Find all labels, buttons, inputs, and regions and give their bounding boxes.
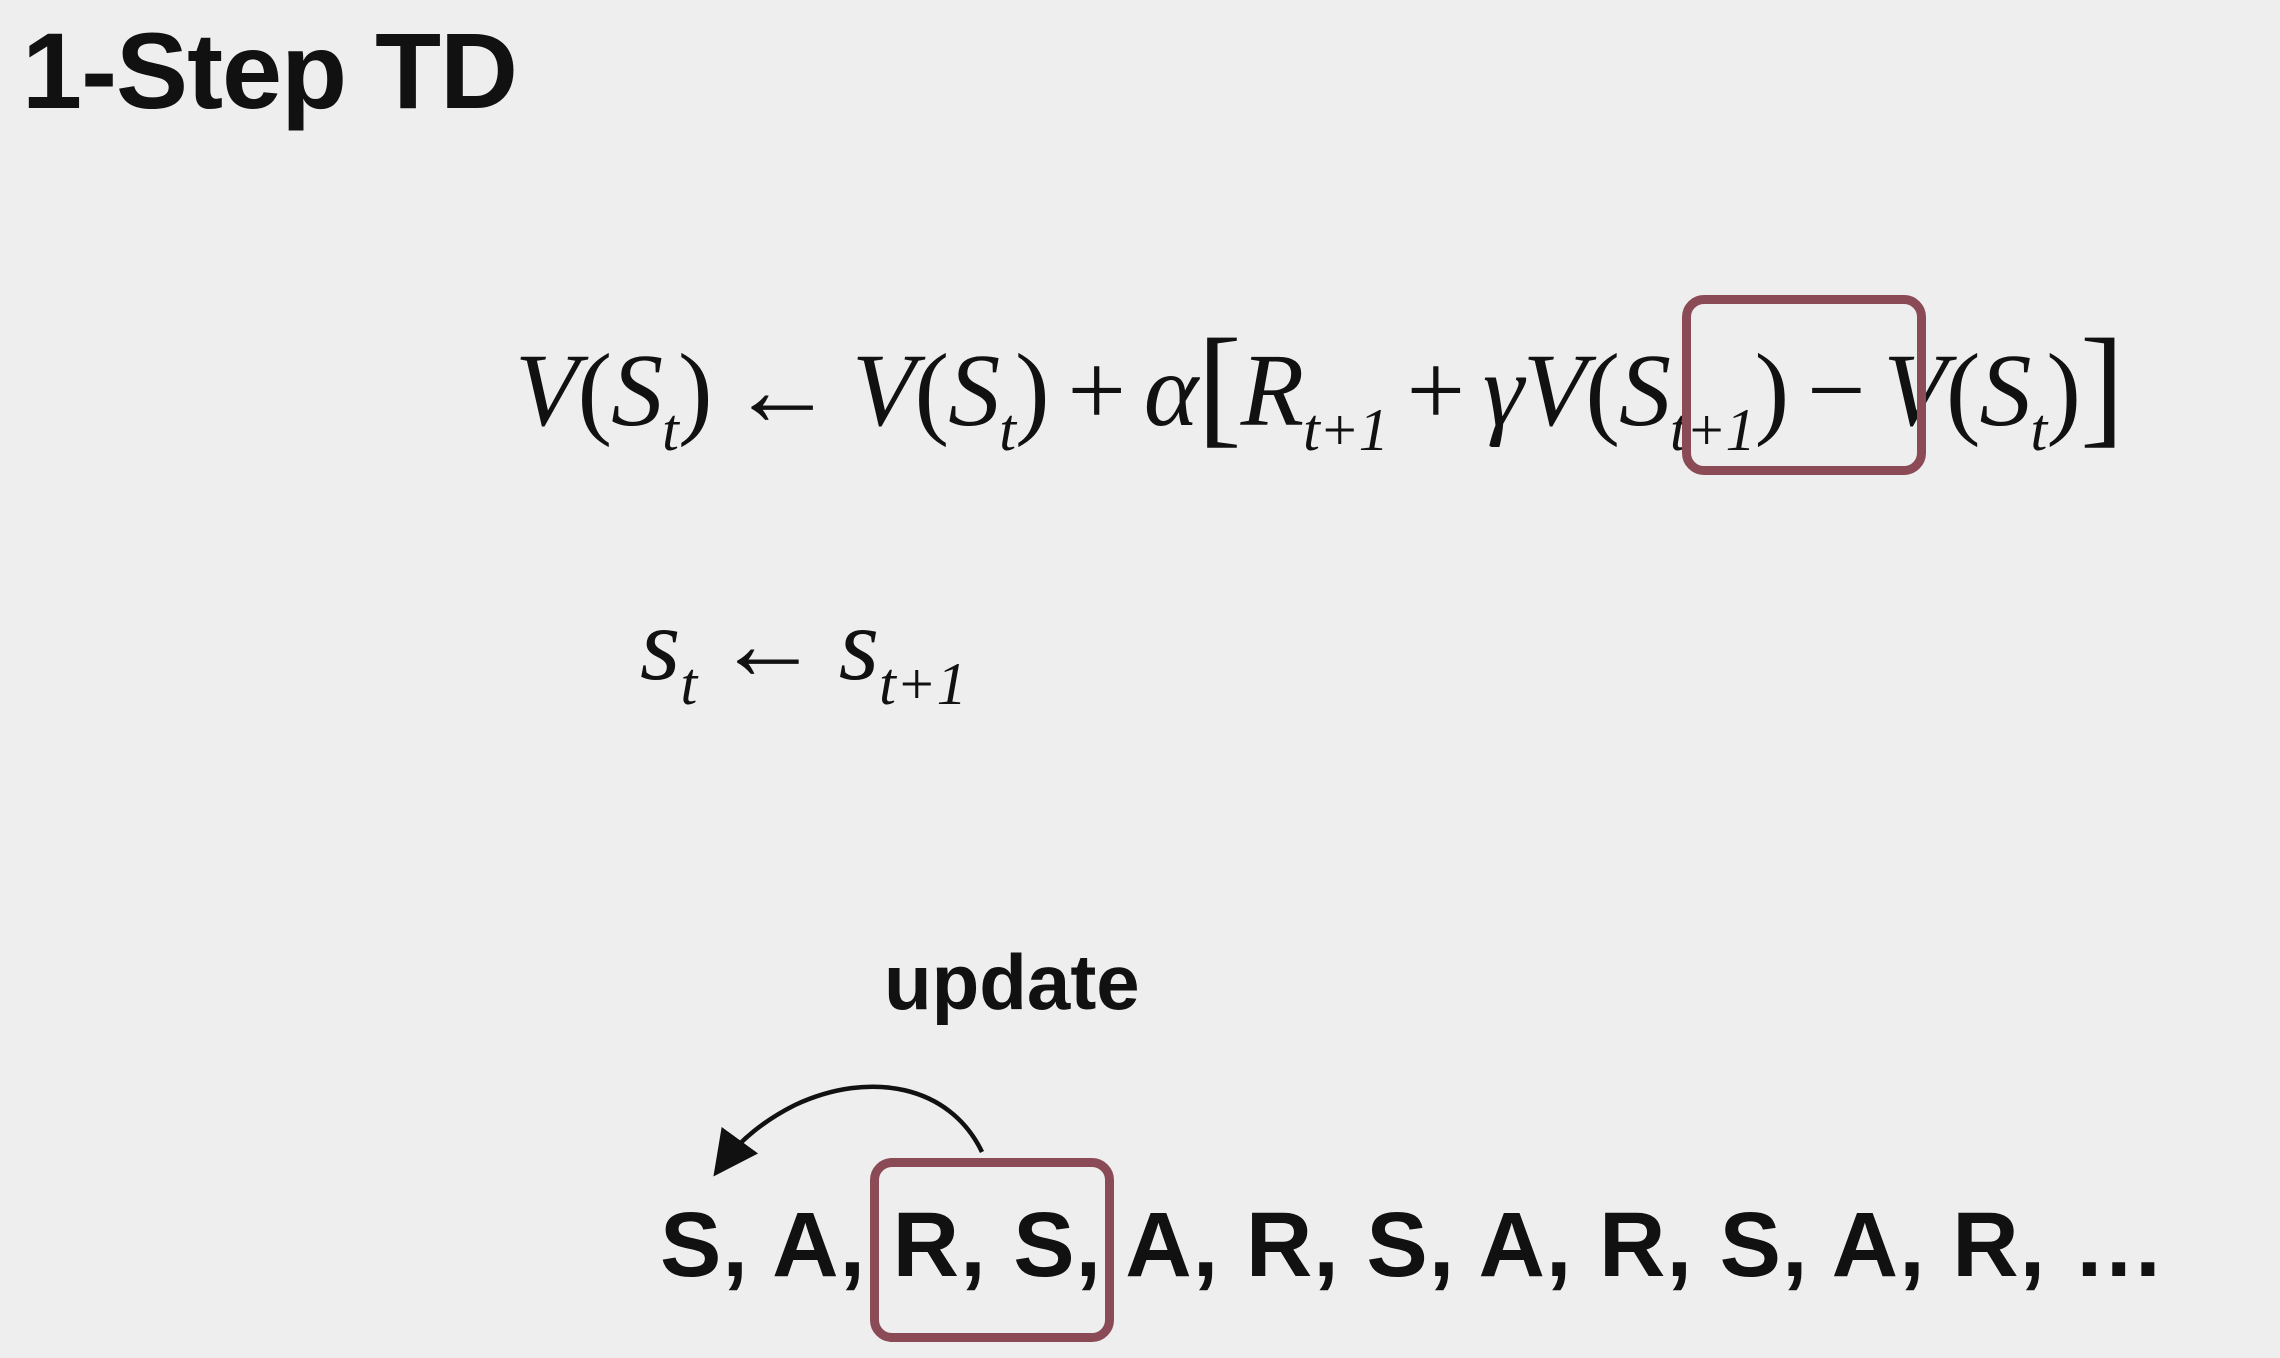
eq1-sub-t-plus-1: t+1 [1670,397,1755,465]
eq1-S: S [1979,333,2031,448]
eq1-sub-t: t [999,397,1015,465]
eq1-S: S [1619,333,1671,448]
experience-sequence: S, A, R, S, A, R, S, A, R, S, A, R, … [660,1194,2166,1296]
eq1-rparen: ) [1014,333,1049,448]
eq1-V: V [852,333,915,448]
eq1-lparen: ( [914,333,949,448]
eq1-rparen: ) [677,333,712,448]
eq1-rparen: ) [1754,333,1789,448]
eq1-right-bracket: ] [2079,311,2124,460]
eq1-lparen: ( [1585,333,1620,448]
slide-title: 1-Step TD [22,10,518,131]
eq2-s: s [838,587,880,702]
eq1-sub-t: t [2030,397,2047,465]
eq1-minus: − [1807,333,1865,448]
eq1-left-bracket: [ [1197,311,1241,460]
eq1-sub-t-plus-1: t+1 [1303,397,1388,465]
next-state-highlight-box [1682,295,1926,475]
eq1-plus: + [1067,333,1125,448]
eq1-lparen: ( [1945,333,1980,448]
eq1-R: R [1240,333,1304,448]
eq1-alpha: α [1143,333,1198,448]
eq1-sub-t: t [662,397,678,465]
eq2-sub-t: t [680,651,698,719]
eq2-s: s [640,587,681,702]
eq1-V: V [515,333,578,448]
eq1-V: V [1522,333,1586,448]
update-label: update [884,938,1140,1026]
eq1-lparen: ( [577,333,612,448]
eq1-rparen: ) [2046,333,2080,448]
eq1-V: V [1883,333,1946,448]
eq2-sub-t-plus-1: t+1 [879,651,967,719]
eq1-S: S [611,333,663,448]
eq2-assign-arrow: ← [715,587,820,702]
eq1-plus: + [1406,333,1465,448]
state-transition-equation [640,575,967,719]
eq1-gamma: γ [1482,333,1523,448]
eq1-assign-arrow: ← [730,333,834,448]
reward-state-highlight-box [870,1158,1114,1342]
eq1-S: S [948,333,1000,448]
